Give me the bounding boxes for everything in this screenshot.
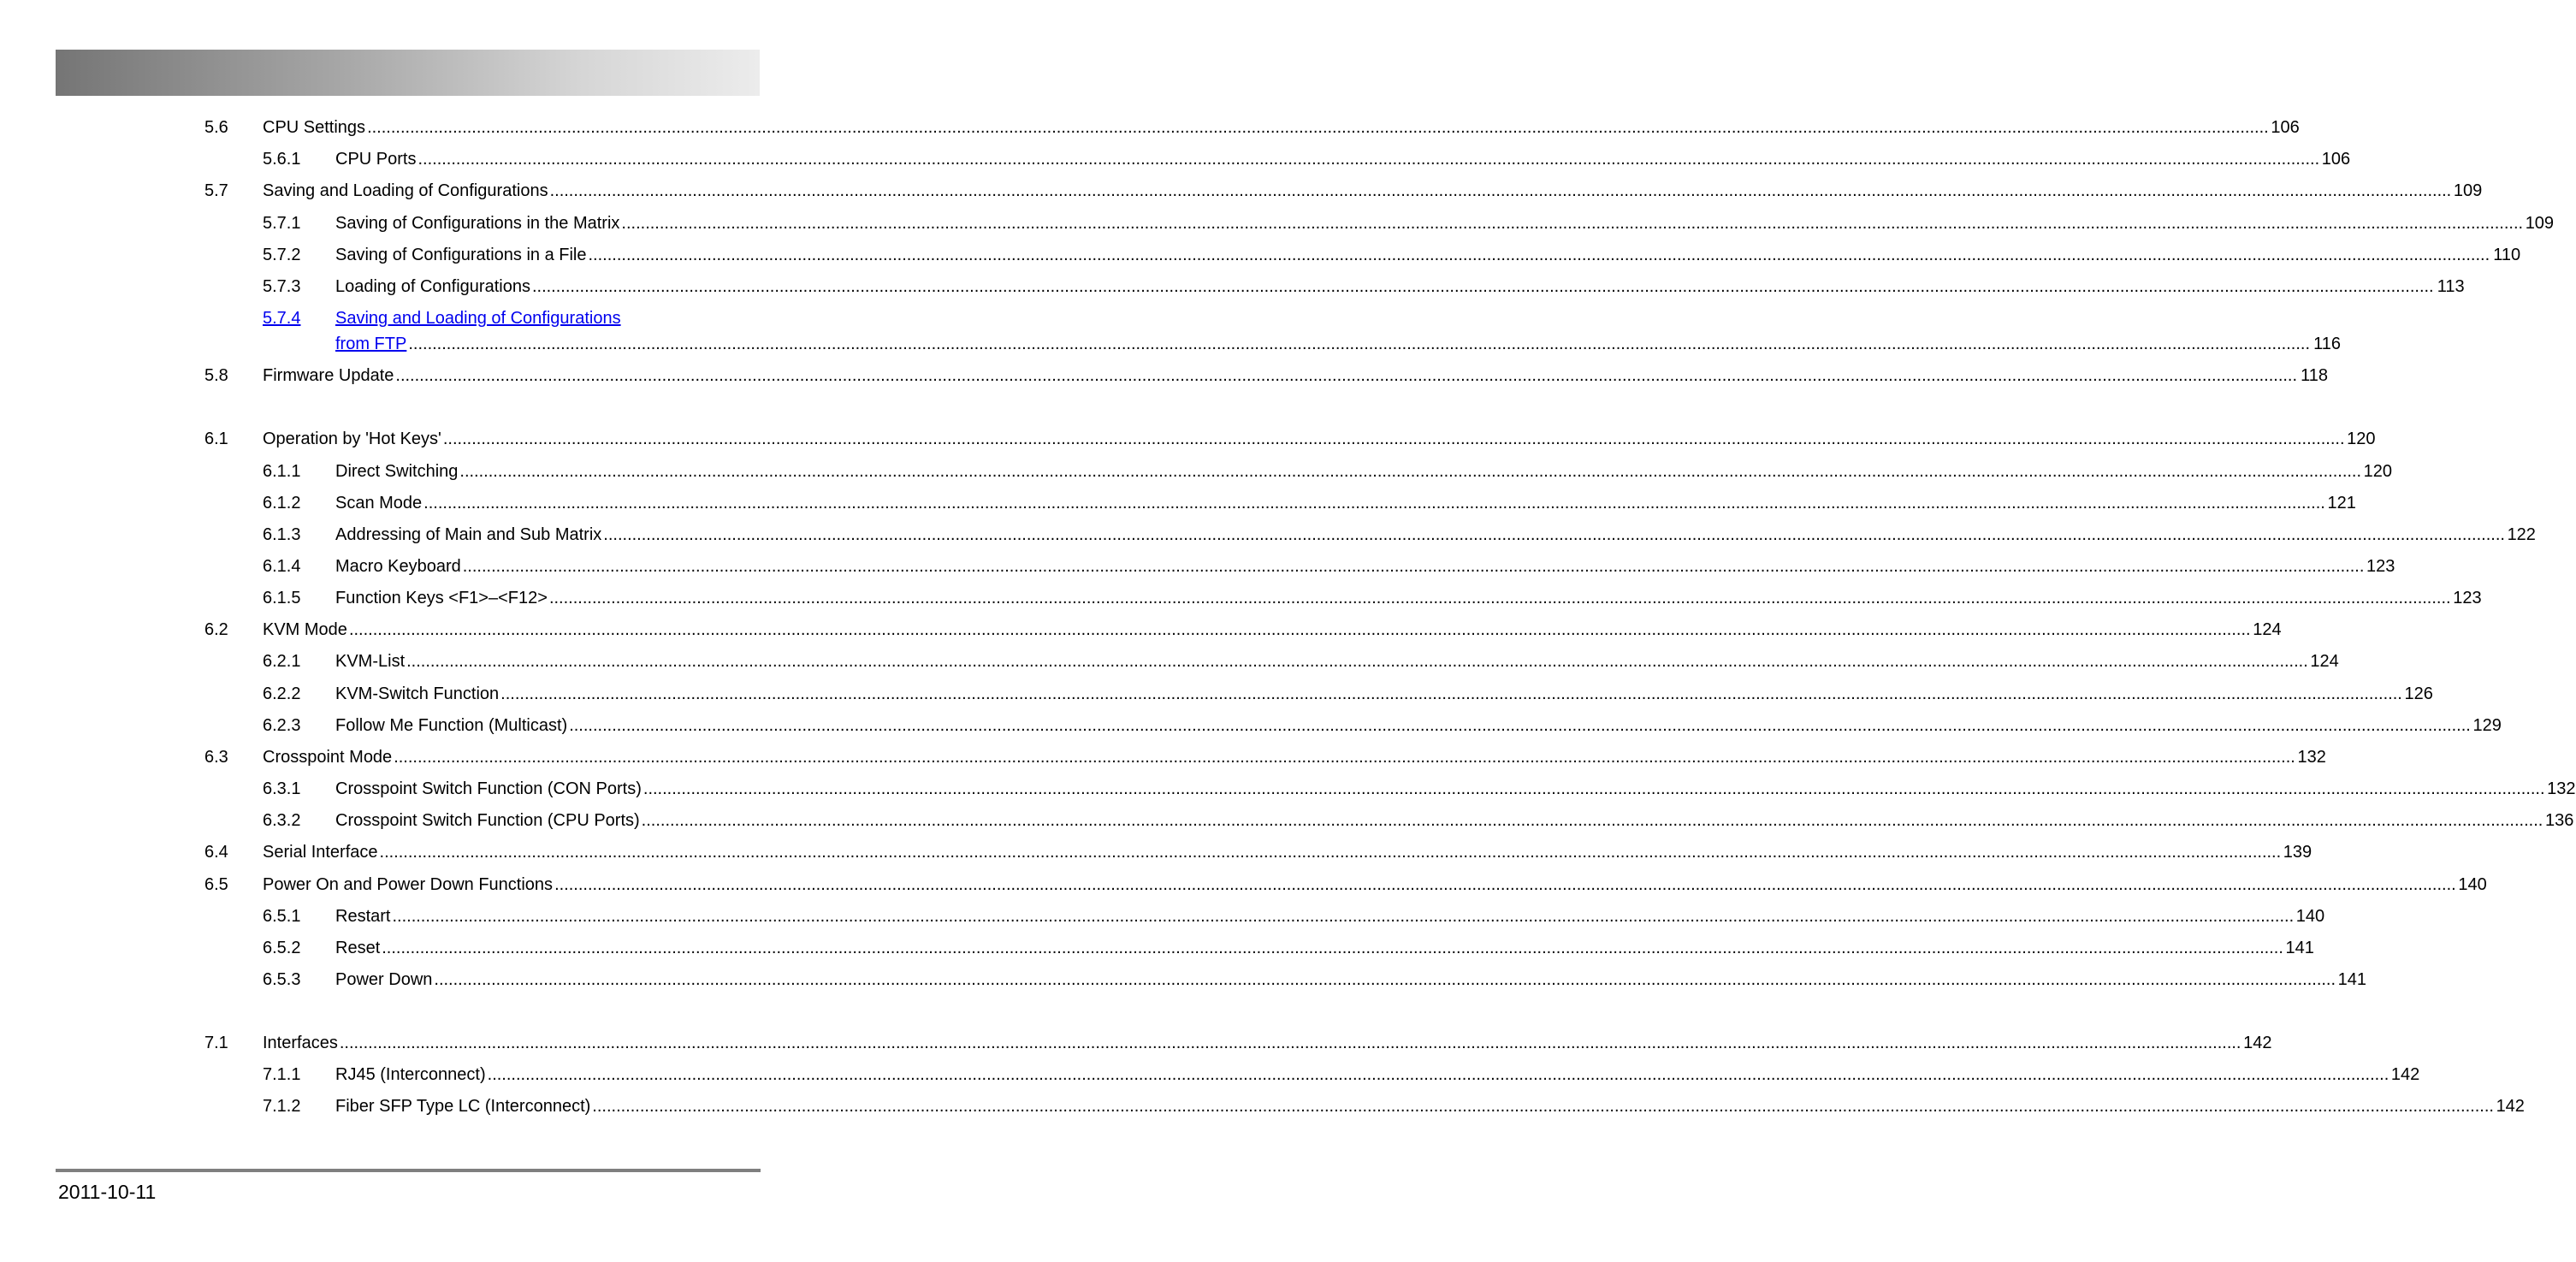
toc-entry[interactable] — [0, 307, 2341, 353]
toc-entry-number: 5.6.1 — [263, 150, 301, 169]
toc-entry-page: 141 — [2285, 939, 2314, 957]
toc-entry — [0, 683, 2433, 705]
toc-entry — [0, 180, 2483, 202]
toc-entry-number: 5.8 — [204, 366, 228, 385]
dot-leader: ................................................................................................................................................................................................................................................................................................................................................................................................................ — [641, 811, 2543, 830]
toc-entry-page: 132 — [2547, 779, 2576, 798]
toc-entry-page: 110 — [2493, 246, 2521, 264]
dot-leader: ................................................................................................................................................................................................................................................................................................................................................................................................................ — [603, 525, 2505, 544]
toc-entry-page: 141 — [2337, 970, 2367, 989]
toc-entry-number: 7.1.1 — [263, 1065, 301, 1084]
toc-entry-title: KVM Mode — [263, 620, 347, 639]
toc-entry — [0, 619, 2282, 641]
toc-entry-page: 120 — [2347, 430, 2376, 448]
toc-entry-number: 6.1.2 — [263, 494, 301, 513]
toc-entry-title: CPU Settings — [263, 118, 366, 137]
toc-entry-title: Macro Keyboard — [335, 557, 461, 576]
toc-entry — [0, 428, 2376, 450]
toc-entry-title: Reset — [335, 939, 381, 957]
dot-leader: ................................................................................................................................................................................................................................................................................................................................................................................................................ — [554, 875, 2456, 894]
toc-entry — [0, 874, 2487, 896]
toc-entry-page: 132 — [2297, 748, 2326, 767]
toc-entry-page: 140 — [2458, 875, 2487, 894]
toc-entry — [0, 1095, 2525, 1117]
toc-entry — [0, 492, 2356, 514]
dot-leader: ................................................................................................................................................................................................................................................................................................................................................................................................................ — [434, 970, 2336, 989]
toc-entry-title: Power Down — [335, 970, 433, 989]
toc-entry-page: 123 — [2366, 557, 2395, 576]
dot-leader: ................................................................................................................................................................................................................................................................................................................................................................................................................ — [548, 589, 2451, 607]
dot-leader: ................................................................................................................................................................................................................................................................................................................................................................................................................ — [621, 214, 2524, 233]
toc-entry-title: Saving and Loading of Configurations — [263, 181, 548, 200]
dot-leader: ................................................................................................................................................................................................................................................................................................................................................................................................................ — [394, 748, 2295, 767]
toc-entry-page: 120 — [2363, 462, 2393, 481]
toc-entry — [0, 746, 2326, 768]
toc-entry-page: 121 — [2327, 494, 2356, 513]
dot-leader: ................................................................................................................................................................................................................................................................................................................................................................................................................ — [442, 430, 2345, 448]
toc-entry-number: 6.1.5 — [263, 589, 301, 607]
toc-entry-number: 6.5.1 — [263, 907, 301, 926]
toc-entry-title: Saving of Configurations in a File — [335, 246, 587, 264]
dot-leader: ................................................................................................................................................................................................................................................................................................................................................................................................................ — [459, 462, 2362, 481]
dot-leader: ................................................................................................................................................................................................................................................................................................................................................................................................................ — [406, 652, 2308, 671]
toc-entry-title: Interfaces — [263, 1034, 338, 1052]
footer-rule — [56, 1169, 761, 1172]
toc-entry-number: 6.5.3 — [263, 970, 301, 989]
toc-entry-title: KVM-Switch Function — [335, 684, 500, 703]
toc-entry-title: Addressing of Main and Sub Matrix — [335, 525, 602, 544]
toc-entry — [0, 841, 2312, 863]
toc-entry — [0, 778, 2576, 800]
toc-entry-title: CPU Ports — [335, 150, 417, 169]
toc-entry-number: 6.2.3 — [263, 716, 301, 735]
dot-leader: ................................................................................................................................................................................................................................................................................................................................................................................................................ — [500, 684, 2402, 703]
toc-entry-number: 5.7.1 — [263, 214, 301, 233]
toc-entry-number: 6.1.3 — [263, 525, 301, 544]
toc-entry-number: 7.1 — [204, 1034, 228, 1052]
toc-entry — [0, 937, 2314, 959]
toc-entry — [0, 364, 2329, 387]
toc-entry-page: 142 — [2243, 1034, 2272, 1052]
dot-leader: ................................................................................................................................................................................................................................................................................................................................................................................................................ — [379, 843, 2282, 862]
toc-entry-page: 118 — [2301, 366, 2329, 385]
dot-leader: ................................................................................................................................................................................................................................................................................................................................................................................................................ — [408, 335, 2310, 353]
dot-leader: ................................................................................................................................................................................................................................................................................................................................................................................................................ — [588, 246, 2490, 264]
dot-leader: ................................................................................................................................................................................................................................................................................................................................................................................................................ — [392, 907, 2295, 926]
toc-entry-title: RJ45 (Interconnect) — [335, 1065, 486, 1084]
dot-leader: ................................................................................................................................................................................................................................................................................................................................................................................................................ — [367, 118, 2269, 137]
toc-entry-number: 6.1 — [204, 430, 228, 448]
toc-entry-title: Scan Mode — [335, 494, 423, 513]
toc-entry-page: 126 — [2404, 684, 2433, 703]
toc-entry-title: Power On and Power Down Functions — [263, 875, 554, 894]
dot-leader: ................................................................................................................................................................................................................................................................................................................................................................................................................ — [417, 150, 2320, 169]
toc-entry-title: Restart — [335, 907, 391, 926]
toc-entry-title: Loading of Configurations — [335, 277, 530, 296]
toc-entry-number: 6.4 — [204, 843, 228, 862]
toc-entry — [0, 212, 2555, 234]
toc-entry-title: Follow Me Function (Multicast) — [335, 716, 568, 735]
toc-entry-page: 106 — [2271, 118, 2300, 137]
toc-entry-number: 5.7.3 — [263, 277, 301, 296]
toc-entry-number: 6.2.1 — [263, 652, 301, 671]
toc-entry — [0, 809, 2574, 832]
toc-entry-number: 6.3.2 — [263, 811, 301, 830]
toc-entry — [0, 116, 2300, 139]
toc-entry-number[interactable]: 5.7.4 — [263, 309, 301, 328]
toc-entry-page: 124 — [2253, 620, 2282, 639]
toc-entry-title: Saving of Configurations in the Matrix — [335, 214, 620, 233]
toc-entry — [0, 555, 2395, 578]
toc-entry-page: 122 — [2507, 525, 2536, 544]
toc-entry-title: Crosspoint Switch Function (CPU Ports) — [335, 811, 640, 830]
toc-entry — [0, 650, 2339, 672]
toc-entry-number: 6.1.4 — [263, 557, 301, 576]
toc-entry-number: 6.5 — [204, 875, 228, 894]
toc-entry — [0, 587, 2482, 609]
toc-entry-title: Function Keys <F1>–<F12> — [335, 589, 548, 607]
dot-leader: ................................................................................................................................................................................................................................................................................................................................................................................................................ — [643, 779, 2545, 798]
toc-entry-title-continued[interactable]: from FTP — [335, 335, 407, 353]
toc-entry-number: 6.2 — [204, 620, 228, 639]
toc-entry — [0, 714, 2502, 737]
toc-entry-number: 6.3.1 — [263, 779, 301, 798]
toc-entry-page: 116 — [2313, 335, 2341, 353]
toc-entry-title[interactable]: Saving and Loading of Configurations — [335, 309, 621, 328]
toc-entry-number: 6.5.2 — [263, 939, 301, 957]
toc-entry-page: 124 — [2310, 652, 2339, 671]
toc-entry-page: 109 — [2453, 181, 2483, 200]
dot-leader: ................................................................................................................................................................................................................................................................................................................................................................................................................ — [395, 366, 2298, 385]
toc-entry-title: Serial Interface — [263, 843, 378, 862]
toc-entry — [0, 148, 2351, 170]
toc-entry-page: 142 — [2496, 1097, 2525, 1116]
dot-leader: ................................................................................................................................................................................................................................................................................................................................................................................................................ — [382, 939, 2283, 957]
toc-entry-number: 6.2.2 — [263, 684, 301, 703]
dot-leader: ................................................................................................................................................................................................................................................................................................................................................................................................................ — [592, 1097, 2494, 1116]
toc-entry-number: 5.6 — [204, 118, 228, 137]
dot-leader: ................................................................................................................................................................................................................................................................................................................................................................................................................ — [339, 1034, 2241, 1052]
toc-entry-number: 5.7 — [204, 181, 228, 200]
toc-entry-number: 5.7.2 — [263, 246, 301, 264]
toc-entry-title: Firmware Update — [263, 366, 394, 385]
toc-entry — [0, 905, 2325, 927]
toc-entry — [0, 244, 2521, 266]
dot-leader: ................................................................................................................................................................................................................................................................................................................................................................................................................ — [348, 620, 2251, 639]
toc-entry-page: 109 — [2525, 214, 2555, 233]
toc-entry-title: Crosspoint Switch Function (CON Ports) — [335, 779, 642, 798]
dot-leader: ................................................................................................................................................................................................................................................................................................................................................................................................................ — [462, 557, 2365, 576]
footer-date: 2011-10-11 — [58, 1181, 157, 1203]
toc-entry — [0, 276, 2465, 298]
dot-leader: ................................................................................................................................................................................................................................................................................................................................................................................................................ — [549, 181, 2452, 200]
toc-entry — [0, 460, 2393, 483]
toc-entry-title: Fiber SFP Type LC (Interconnect) — [335, 1097, 591, 1116]
toc-entry-page: 129 — [2472, 716, 2502, 735]
toc-entry-number: 6.3 — [204, 748, 228, 767]
toc-entry-page: 140 — [2295, 907, 2325, 926]
toc-entry-page: 142 — [2390, 1065, 2420, 1084]
toc-entry-page: 139 — [2283, 843, 2312, 862]
dot-leader: ................................................................................................................................................................................................................................................................................................................................................................................................................ — [569, 716, 2471, 735]
dot-leader: ................................................................................................................................................................................................................................................................................................................................................................................................................ — [423, 494, 2325, 513]
toc-entry-title: KVM-List — [335, 652, 406, 671]
toc-entry-page: 136 — [2544, 811, 2574, 830]
toc-entry-page: 113 — [2437, 277, 2465, 296]
toc-entry-number: 7.1.2 — [263, 1097, 301, 1116]
toc-entry-title: Operation by 'Hot Keys' — [263, 430, 441, 448]
toc-entry-number: 6.1.1 — [263, 462, 301, 481]
dot-leader: ................................................................................................................................................................................................................................................................................................................................................................................................................ — [487, 1065, 2389, 1084]
toc-entry-page: 106 — [2321, 150, 2351, 169]
dot-leader: ................................................................................................................................................................................................................................................................................................................................................................................................................ — [531, 277, 2434, 296]
toc-entry — [0, 969, 2367, 991]
toc-entry-page: 123 — [2453, 589, 2482, 607]
toc-entry — [0, 524, 2536, 546]
toc-entry-title: Direct Switching — [335, 462, 459, 481]
toc-entry — [0, 1032, 2272, 1054]
toc-entry — [0, 1064, 2420, 1086]
toc-entry-title: Crosspoint Mode — [263, 748, 393, 767]
